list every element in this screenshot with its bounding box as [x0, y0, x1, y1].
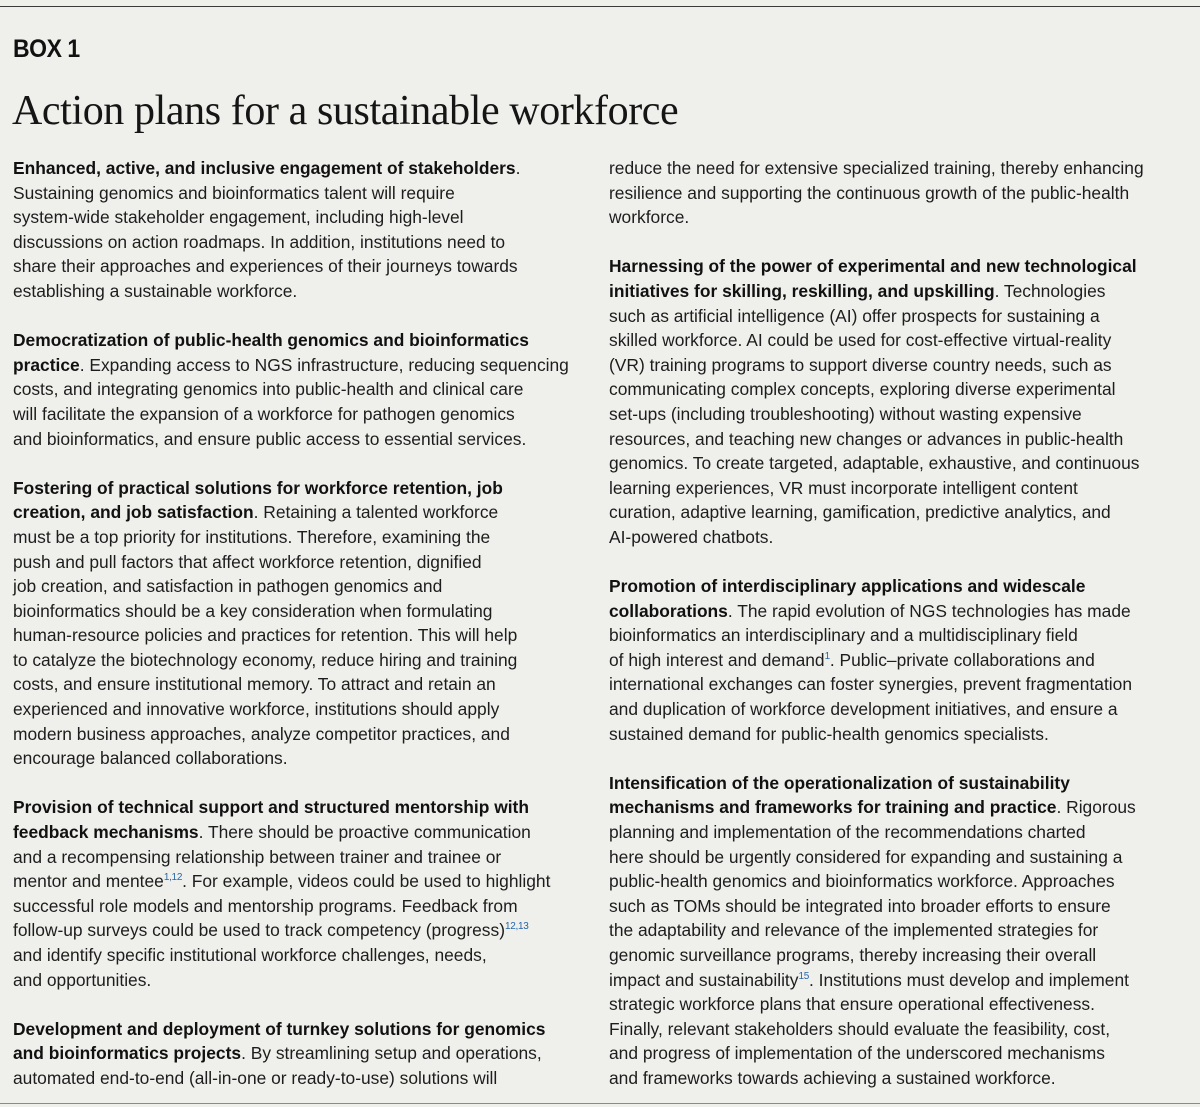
text-line: [609, 795, 1187, 820]
text-line: [13, 402, 591, 427]
body-text: . Technologies: [994, 280, 1106, 301]
citation-reference: 1: [824, 650, 830, 662]
body-text: and opportunities.: [13, 969, 152, 990]
body-text: automated end-to-end (all-in-one or ready-to-use) solutions will: [13, 1067, 498, 1088]
body-text: AI-powered chatbots.: [609, 526, 774, 547]
text-line: [13, 525, 591, 550]
text-line: [13, 746, 591, 771]
body-text: . Institutions must develop and implement: [809, 969, 1129, 990]
top-rule: [0, 6, 1200, 7]
body-text: genomics. To create targeted, adaptable, exhaustive, and continuous: [609, 453, 1140, 474]
body-text: share their approaches and experiences of their journeys towards: [13, 256, 518, 277]
body-text: the adaptability and relevance of the implemented strategies for: [609, 920, 1099, 941]
text-line: [13, 648, 591, 673]
text-line: [609, 279, 1187, 304]
body-text: resources, and teaching new changes or advances in public-health: [609, 428, 1124, 449]
text-line: [13, 1017, 591, 1042]
body-text: encourage balanced collaborations.: [13, 748, 288, 769]
text-line: [609, 304, 1187, 329]
body-text: and identify specific institutional workforce challenges, needs,: [13, 945, 487, 965]
body-text: .: [515, 158, 521, 178]
text-line: [13, 918, 591, 943]
box-title: Action plans for a sustainable workforce: [12, 88, 679, 134]
text-line: [609, 648, 1187, 673]
text-line: [13, 156, 591, 181]
bottom-rule: [0, 1103, 1200, 1104]
body-text: strategic workforce plans that ensure operational effectiveness.: [609, 994, 1095, 1015]
body-text: such as artificial intelligence (AI) offer prospects for sustaining a: [609, 305, 1100, 326]
paragraph-heading: Harnessing of the power of experimental and new technological: [609, 256, 1137, 277]
body-text: human-resource policies and practices for retention. This will help: [13, 625, 518, 646]
text-line: [13, 500, 591, 525]
text-line: [609, 156, 1187, 181]
text-line: [609, 1041, 1187, 1066]
text-line: [609, 672, 1187, 697]
text-line: [13, 894, 591, 919]
paragraph-gap: [13, 304, 591, 329]
body-text: and bioinformatics, and ensure public access to essential services.: [13, 428, 527, 449]
paragraph-heading: Provision of technical support and structured mentorship with: [13, 797, 529, 818]
body-text: skilled workforce. AI could be used for cost-effective virtual-reality: [609, 330, 1112, 351]
text-line: [609, 525, 1187, 550]
text-line: [609, 574, 1187, 599]
text-line: [609, 894, 1187, 919]
paragraph-heading: collaborations: [609, 600, 728, 621]
text-line: [609, 992, 1187, 1017]
paragraph-gap: [609, 230, 1187, 255]
text-line: [13, 328, 591, 353]
body-text: impact and sustainability: [609, 969, 799, 990]
body-text: follow-up surveys could be used to track competency (progress): [13, 920, 505, 941]
body-text: international exchanges can foster synergies, prevent fragmentation: [609, 674, 1132, 695]
paragraph-heading: Intensification of the operationalization of sustainability: [609, 772, 1070, 793]
body-text: reduce the need for extensive specialized training, thereby enhancing: [609, 158, 1144, 178]
box-label: BOX 1: [13, 35, 80, 63]
right-column: [609, 156, 1187, 1091]
text-line: [609, 697, 1187, 722]
body-text: mentor and mentee: [13, 871, 164, 892]
body-text: genomic surveillance programs, thereby increasing their overall: [609, 945, 1097, 965]
body-text: costs, and ensure institutional memory. To attract and retain an: [13, 674, 496, 695]
body-text: . Rigorous: [1056, 797, 1136, 818]
body-text: system-wide stakeholder engagement, including high-level: [13, 207, 464, 228]
citation-reference: 1,12: [163, 872, 183, 884]
text-line: [609, 1066, 1187, 1091]
text-line: [609, 377, 1187, 402]
paragraph-gap: [609, 550, 1187, 575]
paragraph-gap: [13, 992, 591, 1017]
text-line: [609, 943, 1187, 968]
body-text: will facilitate the expansion of a workforce for pathogen genomics: [13, 403, 515, 424]
body-text: discussions on action roadmaps. In addition, institutions need to: [13, 231, 506, 252]
text-line: [13, 205, 591, 230]
text-line: [609, 181, 1187, 206]
body-text: . Public–private collaborations and: [829, 649, 1095, 670]
body-text: successful role models and mentorship programs. Feedback from: [13, 895, 518, 916]
text-line: [13, 968, 591, 993]
body-text: learning experiences, VR must incorporate intelligent content: [609, 477, 1078, 498]
body-text: curation, adaptive learning, gamification, predictive analytics, and: [609, 502, 1111, 523]
text-line: [609, 623, 1187, 648]
text-line: [609, 918, 1187, 943]
citation-reference: 15: [798, 970, 809, 982]
body-text: (VR) training programs to support diverse country needs, such as: [609, 354, 1112, 375]
text-line: [13, 254, 591, 279]
text-line: [13, 353, 591, 378]
body-text: must be a top priority for institutions. Therefore, examining the: [13, 526, 491, 547]
body-text: job creation, and satisfaction in pathogen genomics and: [13, 576, 443, 597]
body-text: . Retaining a talented workforce: [253, 502, 499, 523]
paragraph-heading: Promotion of interdisciplinary applications and widescale: [609, 576, 1086, 597]
paragraph-gap: [13, 771, 591, 796]
paragraph-heading: Democratization of public-health genomics and bioinformatics: [13, 330, 529, 351]
body-text: planning and implementation of the recommendations charted: [609, 822, 1086, 843]
body-text: here should be urgently considered for expanding and sustaining a: [609, 846, 1123, 867]
paragraph-heading: mechanisms and frameworks for training and practice: [609, 797, 1057, 818]
body-text: public-health genomics and bioinformatics workforce. Approaches: [609, 871, 1115, 892]
paragraph-heading: initiatives for skilling, reskilling, and upskilling: [609, 280, 995, 301]
left-column: [13, 156, 591, 1091]
text-line: [609, 771, 1187, 796]
body-text: costs, and integrating genomics into public-health and clinical care: [13, 379, 524, 400]
text-line: [13, 476, 591, 501]
body-text: resilience and supporting the continuous growth of the public-health: [609, 182, 1130, 203]
text-line: [13, 230, 591, 255]
body-text: . The rapid evolution of NGS technologies has made: [727, 600, 1131, 621]
body-text: and progress of implementation of the underscored mechanisms: [609, 1043, 1105, 1064]
text-line: [13, 427, 591, 452]
text-line: [13, 845, 591, 870]
paragraph-heading: Fostering of practical solutions for workforce retention, job: [13, 477, 503, 498]
text-line: [13, 672, 591, 697]
paragraph-gap: [609, 746, 1187, 771]
text-line: [13, 1041, 591, 1066]
text-line: [13, 623, 591, 648]
body-text: experienced and innovative workforce, institutions should apply: [13, 699, 500, 720]
text-line: [13, 279, 591, 304]
body-text: bioinformatics an interdisciplinary and a multidisciplinary field: [609, 625, 1078, 646]
text-line: [13, 869, 591, 894]
body-text: and frameworks towards achieving a sustained workforce.: [609, 1067, 1056, 1088]
text-line: [609, 254, 1187, 279]
body-text: modern business approaches, analyze competitor practices, and: [13, 723, 510, 744]
text-line: [609, 500, 1187, 525]
body-text: . Expanding access to NGS infrastructure, reducing sequencing: [79, 354, 569, 375]
body-text: set-ups (including troubleshooting) without wasting expensive: [609, 403, 1082, 424]
body-text: and duplication of workforce development initiatives, and ensure a: [609, 699, 1118, 720]
text-line: [609, 1017, 1187, 1042]
text-line: [13, 1066, 591, 1091]
body-text: push and pull factors that affect workforce retention, dignified: [13, 551, 482, 572]
text-line: [13, 697, 591, 722]
text-line: [13, 377, 591, 402]
text-line: [609, 451, 1187, 476]
text-line: [13, 795, 591, 820]
body-text: Sustaining genomics and bioinformatics talent will require: [13, 182, 455, 203]
body-text: Finally, relevant stakeholders should evaluate the feasibility, cost,: [609, 1018, 1111, 1039]
text-line: [609, 328, 1187, 353]
paragraph-heading: Development and deployment of turnkey solutions for genomics: [13, 1018, 546, 1039]
text-line: [609, 427, 1187, 452]
body-text: such as TOMs should be integrated into broader efforts to ensure: [609, 895, 1111, 916]
paragraph-heading: practice: [13, 354, 80, 375]
body-text: communicating complex concepts, exploring diverse experimental: [609, 379, 1116, 400]
text-line: [609, 599, 1187, 624]
body-text: . For example, videos could be used to highlight: [182, 871, 551, 892]
text-line: [609, 476, 1187, 501]
body-text: to catalyze the biotechnology economy, reduce hiring and training: [13, 649, 518, 670]
paragraph-gap: [13, 451, 591, 476]
text-line: [609, 205, 1187, 230]
citation-reference: 12,13: [505, 921, 529, 933]
body-text: bioinformatics should be a key consideration when formulating: [13, 600, 493, 621]
text-line: [609, 722, 1187, 747]
body-text: establishing a sustainable workforce.: [13, 280, 298, 301]
text-line: [13, 599, 591, 624]
text-line: [13, 820, 591, 845]
body-text: . By streamlining setup and operations,: [241, 1043, 542, 1064]
text-line: [13, 574, 591, 599]
body-text: sustained demand for public-health genomics specialists.: [609, 723, 1049, 744]
body-text: workforce.: [609, 207, 690, 228]
text-line: [13, 550, 591, 575]
body-text: of high interest and demand: [609, 649, 825, 670]
text-line: [13, 181, 591, 206]
body-text: and a recompensing relationship between trainer and trainee or: [13, 846, 502, 867]
text-line: [609, 402, 1187, 427]
paragraph-heading: feedback mechanisms: [13, 822, 199, 843]
text-line: [609, 968, 1187, 993]
text-line: [609, 845, 1187, 870]
paragraph-heading: creation, and job satisfaction: [13, 502, 254, 523]
text-line: [609, 869, 1187, 894]
paragraph-heading: and bioinformatics projects: [13, 1043, 242, 1064]
text-line: [13, 943, 591, 968]
text-line: [13, 722, 591, 747]
paragraph-heading: Enhanced, active, and inclusive engagement of stakeholders: [13, 158, 516, 178]
body-text: . There should be proactive communication: [198, 822, 531, 843]
text-line: [609, 820, 1187, 845]
text-line: [609, 353, 1187, 378]
